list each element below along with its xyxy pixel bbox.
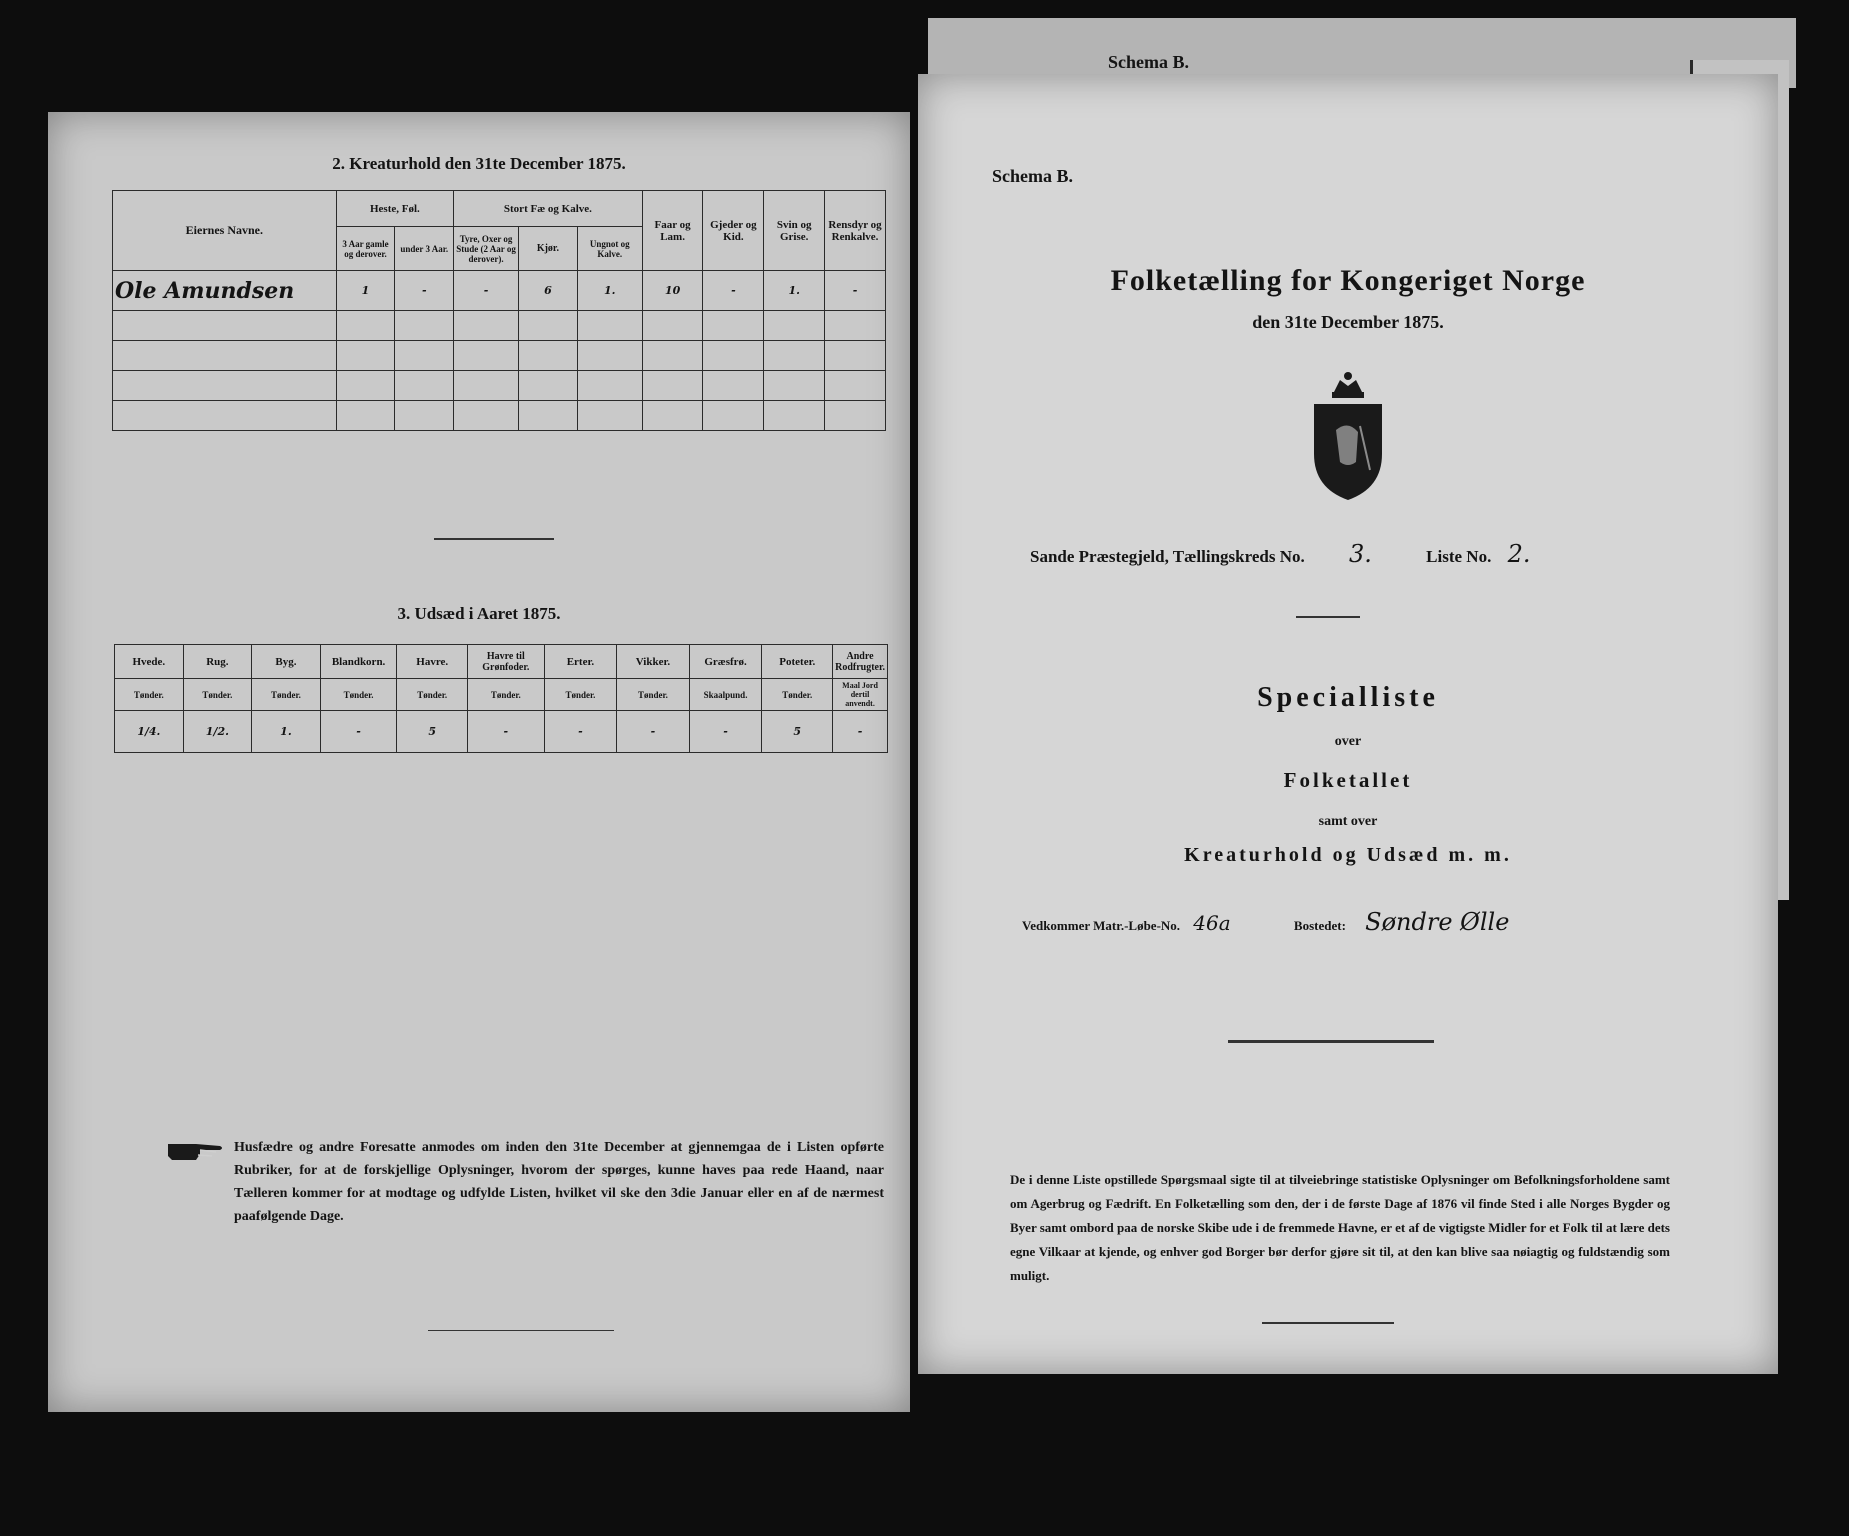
sow-unit: Tønder. [115,679,184,711]
col-cattle-a: Tyre, Oxer og Stude (2 Aar og derover). [454,227,519,271]
sow-col: Hvede. [115,645,184,679]
schema-label: Schema B. [992,166,1073,186]
sow-value: 1/4. [115,711,184,753]
cell-value: 1 [336,271,395,311]
sow-value: - [467,711,544,753]
sow-col: Rug. [183,645,252,679]
parish-line [1030,540,1530,568]
divider [428,1330,614,1331]
cell-value: 6 [519,271,578,311]
col-pigs: Svin og Grise. [764,191,825,271]
table-row [113,371,886,401]
table-row [115,711,888,753]
sow-col: Havre til Grønfoder. [467,645,544,679]
livestock-table [112,190,886,431]
sow-col: Blandkorn. [320,645,397,679]
divider [1228,1040,1434,1043]
sowing-table [114,644,888,753]
divider [1296,616,1360,618]
sow-col: Andre Rodfrugter. [833,645,888,679]
sow-unit: Tønder. [252,679,321,711]
list-number: 2. [1507,540,1531,568]
sow-unit: Tønder. [544,679,617,711]
sow-value: - [617,711,690,753]
cell-value: - [703,271,764,311]
col-reindeer: Rensdyr og Renkalve. [825,191,886,271]
instructions-note: Husfædre og andre Foresatte anmodes om inden den 31te December at gjennemgaa de i Listen opførte Rubriker, for at de forskjellige Oplysninger, hvorom der spørges, kunne haves paa rede Haand, naar Tælleren kommer for at modtage og udfylde Listen, hvilket vil ske den 3die Januar eller en af de nærmest paafølgende Dage. [234,1140,884,1224]
pointing-hand-icon [166,1134,224,1171]
cell-value: - [825,271,886,311]
right-page [918,74,1778,1374]
sow-value: 1/2. [183,711,252,753]
section2-title: 2. Kreaturhold den 31te December 1875. [332,154,626,173]
owner-name: Ole Amundsen [113,271,337,311]
matr-line [1022,908,1509,936]
folketallet-title: Folketallet [1283,768,1413,792]
divider [434,538,554,540]
sow-value: - [544,711,617,753]
sow-unit: Tønder. [762,679,833,711]
sow-unit: Skaalpund. [689,679,762,711]
sow-value: 5 [397,711,468,753]
section3-title: 3. Udsæd i Aaret 1875. [397,604,561,623]
cell-value: - [395,271,454,311]
col-sheep: Faar og Lam. [642,191,703,271]
parish-name: Sande [1030,547,1075,566]
cell-value: 1. [577,271,642,311]
district-number: 3. [1349,540,1372,568]
sow-unit: Tønder. [397,679,468,711]
bostedet-label: Bostedet: [1293,918,1346,933]
main-title: Folketælling for Kongeriget Norge [1110,264,1586,297]
table-row [113,271,886,311]
sow-col: Havre. [397,645,468,679]
kreaturhold-title: Kreaturhold og Udsæd m. m. [1184,844,1512,866]
sow-value: 5 [762,711,833,753]
sow-col: Byg. [252,645,321,679]
col-cattle-c: Ungnot og Kalve. [577,227,642,271]
norway-coat-of-arms-icon [1300,370,1396,507]
specialliste-title: Specialliste [1257,682,1439,713]
col-owner: Eiernes Navne. [113,191,337,271]
col-horses: Heste, Føl. [336,191,453,227]
divider [1262,1322,1394,1324]
sow-value: - [689,711,762,753]
sow-value: 1. [252,711,321,753]
bostedet-value: Søndre Ølle [1365,908,1510,936]
intro-paragraph: De i denne Liste opstillede Spørgsmaal sigte til at tilveiebringe statistiske Oplysninger om Befolkningsforholdene samt om Agerbrug og Fædrift. En Folketælling som den, der i de første Dage af 1876 vil finde Sted i alle Norges Bygder og Byer samt ombord paa de norske Skibe ude i de fremmede Havne, er et af de vigtigste Midler for et Folk til at lære dets egne Vilkaar at kjende, og enhver god Borger bør derfor gjøre sit til, at den kan blive saa nøiagtig og fuldstændig som muligt. [1010,1172,1670,1283]
list-label: Liste No. [1426,547,1492,566]
sow-unit: Tønder. [467,679,544,711]
left-page [48,112,910,1412]
sow-value: - [833,711,888,753]
col-horses-a: 3 Aar gamle og derover. [336,227,395,271]
sow-col: Poteter. [762,645,833,679]
sow-col: Vikker. [617,645,690,679]
sow-col: Græsfrø. [689,645,762,679]
sow-unit: Maal Jord dertil anvendt. [833,679,888,711]
samt-over-text: samt over [1318,814,1378,829]
back-schema-label: Schema B. [1108,52,1189,72]
sow-unit: Tønder. [320,679,397,711]
sow-unit: Tønder. [617,679,690,711]
sow-unit: Tønder. [183,679,252,711]
over-text: over [1334,734,1362,749]
matr-number: 46a [1193,911,1231,935]
census-date: den 31te December 1875. [1252,312,1444,332]
matr-label: Vedkommer Matr.-Løbe-No. [1022,918,1181,933]
district-label: Tællingskreds No. [1172,547,1305,566]
table-row [113,401,886,431]
sow-col: Erter. [544,645,617,679]
col-cattle-b: Kjør. [519,227,578,271]
parish-label: Præstegjeld, [1078,547,1169,566]
cell-value: 1. [764,271,825,311]
sow-value: - [320,711,397,753]
col-horses-b: under 3 Aar. [395,227,454,271]
cell-value: - [454,271,519,311]
col-goats: Gjeder og Kid. [703,191,764,271]
table-row [113,341,886,371]
cell-value: 10 [642,271,703,311]
table-row [113,311,886,341]
col-cattle: Stort Fæ og Kalve. [454,191,643,227]
